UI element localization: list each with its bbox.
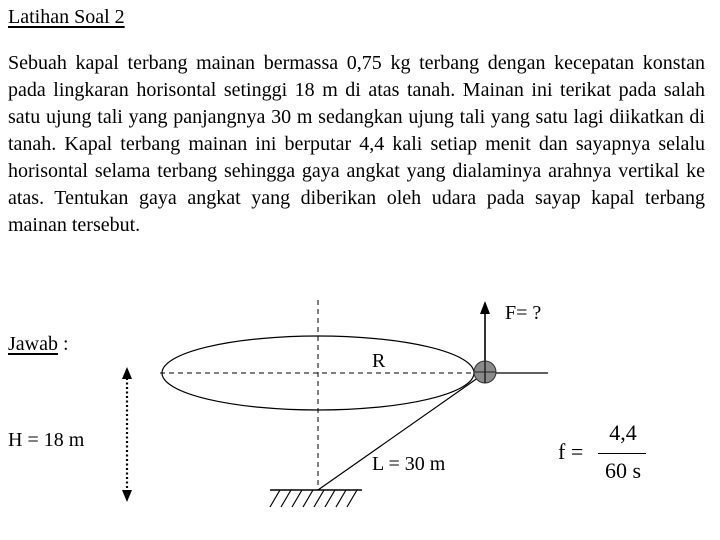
jawab-word: Jawab: [8, 333, 58, 355]
toy-plane-ball: [474, 361, 496, 383]
radius-label: R: [372, 350, 386, 372]
ground-hatch: [270, 490, 362, 507]
problem-statement: Sebuah kapal terbang mainan bermassa 0,75 kg terbang dengan kecepatan konstan pada lingkaran horisontal setinggi 18 m di atas tanah. Mainan ini terikat pada salah satu ujung tali yang panjangnya 30 m sedangkan ujung tali yang satu lagi diikatkan di tanah. Kapal terbang mainan ini berputar 4,4 kali setiap menit dan sayapnya selalu horisontal selama terbang sehingga gaya angkat yang dialaminya arahnya vertikal ke atas. Tentukan gaya angkat yang diberikan oleh udara pada sayap kapal terbang mainan tersebut.: [8, 52, 705, 236]
lift-force-arrow: [480, 301, 490, 362]
fraction-bar: [598, 453, 646, 454]
frequency-formula: [558, 420, 648, 490]
jawab-colon: :: [57, 333, 69, 355]
height-arrow: [122, 367, 132, 502]
formula-denominator: 60 s: [604, 458, 642, 483]
formula-numerator: 4,4: [609, 420, 637, 445]
formula-lhs: f =: [558, 439, 584, 464]
force-label: F= ?: [505, 302, 542, 324]
string-length-label: L = 30 m: [372, 453, 446, 475]
height-label: H = 18 m: [8, 429, 85, 451]
page-title: Latihan Soal 2: [8, 6, 125, 28]
